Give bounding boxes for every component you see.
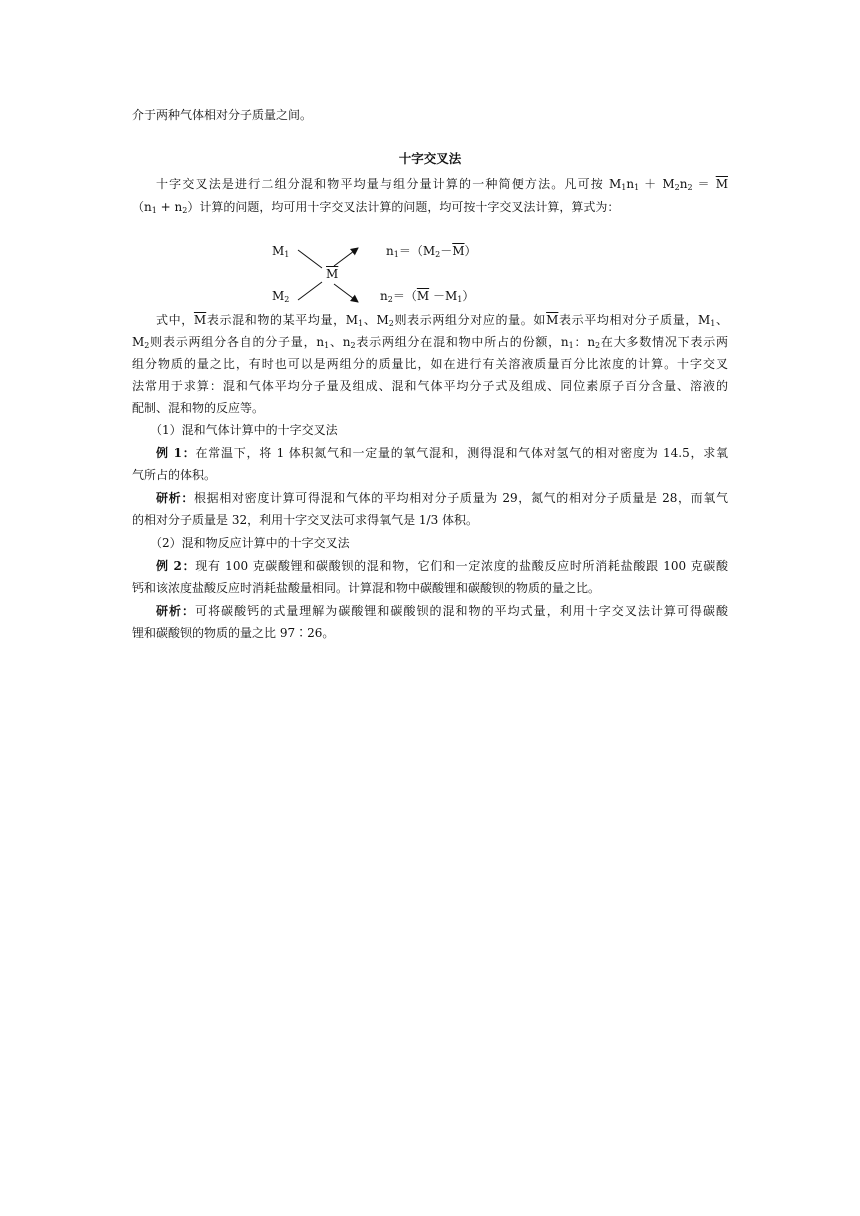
diagram-m1: $M_1$ — [272, 244, 290, 259]
analysis-1-line-1: 研析：根据相对密度计算可得混和气体的平均相对分子质量为 29，氮气的相对分子质量是 28，而氧气 — [156, 491, 728, 505]
explain-line-4: 法常用于求算：混和气体平均分子量及组成、混和气体平均分子式及组成、同位素原子百分含量、溶液的 — [132, 379, 728, 393]
cross-arrows — [290, 244, 370, 308]
diagram-n2: $n_2=(\overline{M} -M_1)$ — [380, 289, 475, 304]
section-title: 十字交叉法 — [398, 151, 462, 166]
subsection-1-heading: （1）混和气体计算中的十字交叉法 — [150, 423, 338, 437]
explain-line-3: 组分物质的量之比，有时也可以是两组分的质量比，如在进行有关溶液质量百分比浓度的计算。十字交叉 — [132, 357, 728, 371]
diagram-mean: $\overline{M}$ — [326, 267, 339, 281]
diagram-m2: $M_2$ — [272, 289, 290, 304]
example-2-label: 例 2： — [156, 559, 196, 573]
analysis-2-line-2: 锂和碳酸钡的物质的量之比 97∶26。 — [132, 626, 335, 640]
explain-line-2: $M_2$则表示两组分各自的分子量，$n_1$、$n_2$表示两组分在混和物中所占的份额，$n_1$：$n_2$在大多数情况下表示两 — [132, 335, 728, 350]
explain-line-1: 式中，$\overline{M}$表示混和物的某平均量，$M_1$、$M_2$则表示两组分对应的量。如$\overline{M}$表示平均相对分子质量，$M_1$、 — [156, 313, 728, 328]
mean-symbol: $\overline{M}$ — [715, 177, 728, 191]
analysis-2-label: 研析： — [156, 604, 196, 618]
analysis-1-label: 研析： — [156, 491, 194, 505]
example-2-line-2: 钙和该浓度盐酸反应时消耗盐酸量相同。计算混和物中碳酸锂和碳酸钡的物质的量之比。 — [132, 581, 601, 595]
diagram-n1: $n_1=(M_2-\overline{M})$ — [386, 244, 477, 259]
intro-line-1: 十字交叉法是进行二组分混和物平均量与组分量计算的一种简便方法。凡可按 $M_1n_1 + M_2n_2 = \overline{M}$ — [156, 177, 728, 192]
intro-tail: 介于两种气体相对分子质量之间。 — [132, 108, 313, 122]
analysis-1-line-2: 的相对分子质量是 32，利用十字交叉法可求得氧气是 1/3 体积。 — [132, 513, 479, 527]
example-1-line-1: 例 1：在常温下，将 1 体积氮气和一定量的氧气混和，测得混和气体对氢气的相对密度为 14.5，求氧 — [156, 446, 728, 460]
analysis-2-line-1: 研析：可将碳酸钙的式量理解为碳酸锂和碳酸钡的混和物的平均式量，利用十字交叉法计算可得碳酸 — [156, 604, 728, 618]
example-2-line-1: 例 2：现有 100 克碳酸锂和碳酸钡的混和物，它们和一定浓度的盐酸反应时所消耗盐酸跟 100 克碳酸 — [156, 559, 728, 573]
explain-line-5: 配制、混和物的反应等。 — [132, 401, 265, 415]
intro-line-2: $(n_1 + n_2)$计算的问题，均可用十字交叉法计算的问题，均可按十字交叉法计算，算式为： — [132, 200, 620, 215]
example-1-label: 例 1： — [156, 446, 196, 460]
subsection-2-heading: （2）混和物反应计算中的十字交叉法 — [150, 536, 350, 550]
example-1-line-2: 气所占的体积。 — [132, 468, 217, 482]
